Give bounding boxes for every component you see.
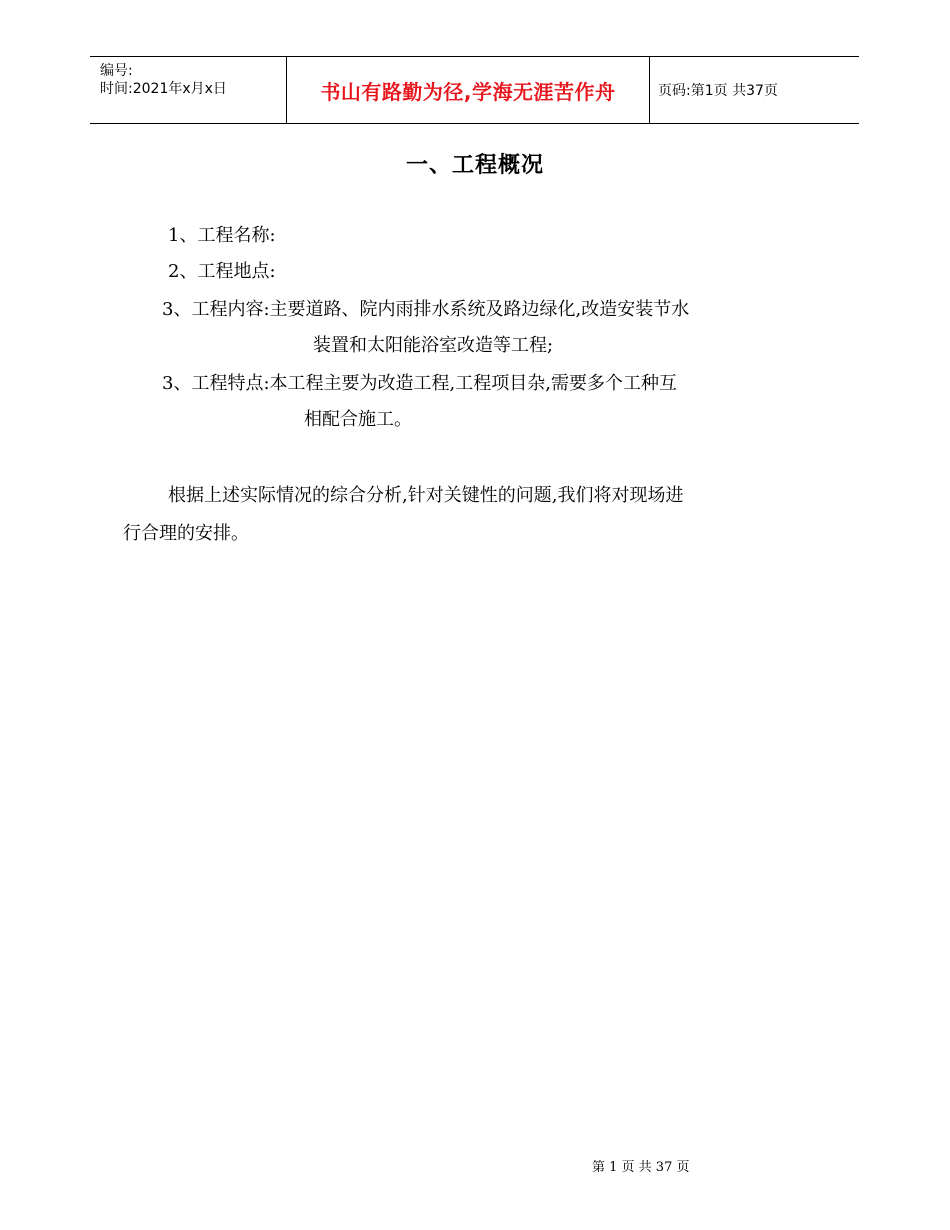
- header-motto: 书山有路勤为径,学海无涯苦作舟: [320, 79, 616, 104]
- project-name-item: 1、工程名称:: [168, 225, 276, 246]
- header-page-number: 页码:第1页 共37页: [658, 83, 778, 99]
- summary-paragraph-line1: 根据上述实际情况的综合分析,针对关键性的问题,我们将对现场进: [168, 485, 684, 506]
- project-content-continuation: 装置和太阳能浴室改造等工程;: [313, 335, 554, 356]
- project-location-item: 2、工程地点:: [168, 261, 276, 282]
- document-date-label: 时间:2021年x月x日: [100, 81, 227, 97]
- header-page-cell: [658, 57, 778, 123]
- summary-paragraph-line2: 行合理的安排。: [123, 523, 249, 544]
- section-title: 一、工程概况: [405, 153, 544, 178]
- project-features-item: 3、工程特点:本工程主要为改造工程,工程项目杂,需要多个工种互: [162, 373, 677, 394]
- header-meta-cell: [90, 57, 287, 123]
- page-header: [90, 56, 859, 124]
- project-content-item: 3、工程内容:主要道路、院内雨排水系统及路边绿化,改造安装节水: [162, 299, 690, 320]
- page-footer: 第 1 页 共 37 页: [592, 1160, 690, 1175]
- document-number-label: 编号:: [100, 63, 133, 79]
- header-motto-cell: [287, 57, 650, 123]
- project-features-continuation: 相配合施工。: [304, 409, 412, 430]
